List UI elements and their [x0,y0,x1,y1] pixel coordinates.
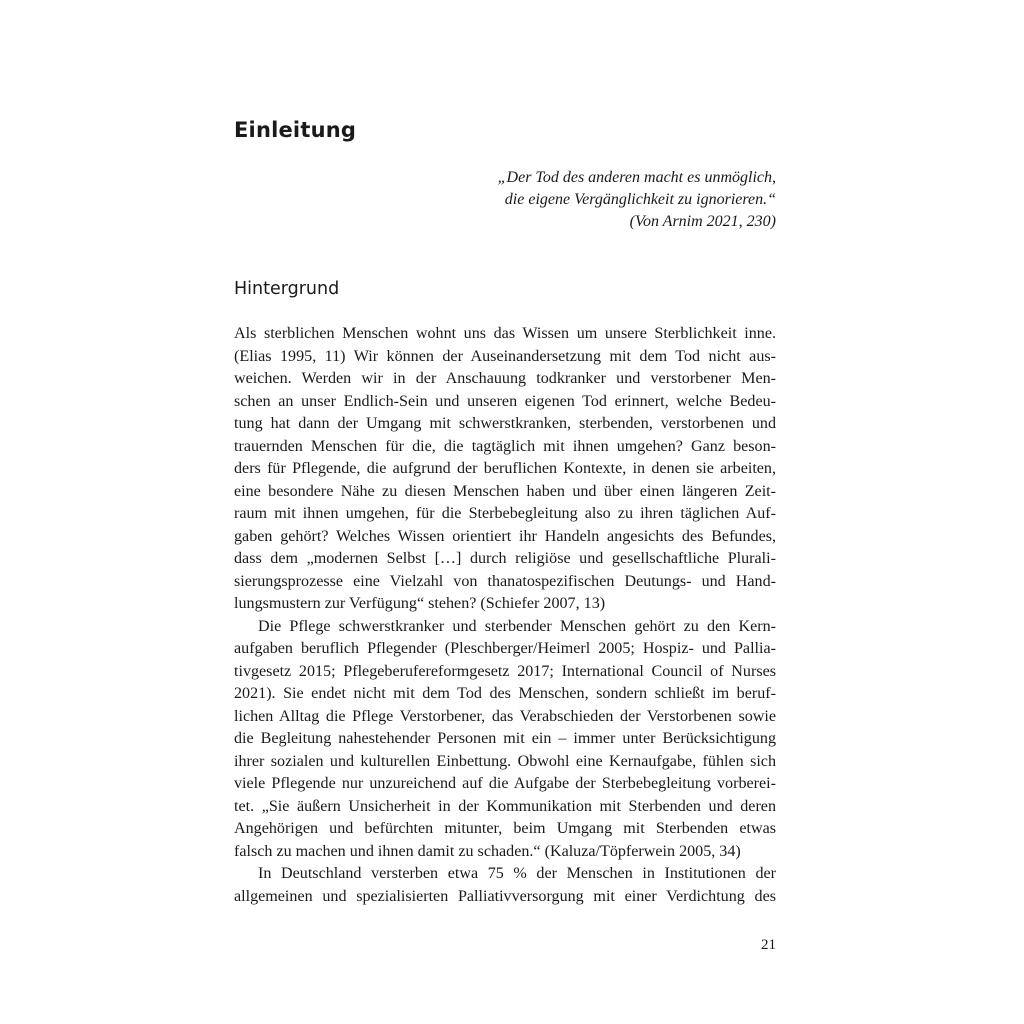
body-line: lichen Alltag die Pflege Verstorbener, das Verabschieden der Verstorbenen sowie [234,707,776,725]
epigraph-citation: (Von Arnim 2021, 230) [629,213,776,230]
body-line: Die Pflege schwerstkranker und sterbender Menschen gehört zu den Kern- [258,617,776,635]
body-line: weichen. Werden wir in der Anschauung todkranker und verstorbener Men- [234,370,776,387]
body-line: Angehörigen und befürchten mitunter, beim Umgang mit Sterbenden etwas [234,820,776,837]
body-line: aufgaben beruflich Pflegender (Pleschberger/Heimerl 2005; Hospiz- und Pallia- [234,640,776,657]
page-number: 21 [761,937,776,953]
body-text [234,323,776,908]
epigraph-line: „Der Tod des anderen macht es unmöglich, [497,169,776,186]
body-line: falsch zu machen und ihnen damit zu schaden.“ (Kaluza/Töpferwein 2005, 34) [234,842,741,860]
body-line: tung hat dann der Umgang mit schwerstkranken, sterbenden, verstorbenen und [234,415,776,432]
epigraph [420,167,776,233]
body-line: tivgesetz 2015; Pflegeberufereformgesetz 2017; International Council of Nurses [234,662,776,680]
body-line: tet. „Sie äußern Unsicherheit in der Kommunikation mit Sterbenden und deren [234,797,776,815]
epigraph-line: die eigene Vergänglichkeit zu ignorieren.“ [504,191,776,208]
section-title: Hintergrund [234,279,340,299]
body-line: ders für Pflegende, die aufgrund der beruflichen Kontexte, in denen sie arbeiten, [234,460,776,477]
body-line: lungsmustern zur Verfügung“ stehen? (Schiefer 2007, 13) [234,595,606,612]
body-line: viele Pflegende nur unzureichend auf die Aufgabe der Sterbebegleitung vorberei- [234,775,776,792]
body-line: allgemeinen und spezialisierten Palliativversorgung mit einer Verdichtung des [234,887,776,905]
body-line: ihrer sozialen und kulturellen Einbettung. Obwohl eine Kernaufgabe, fühlen sich [234,752,776,770]
body-line: dass dem „modernen Selbst […] durch religiöse und gesellschaftliche Plurali- [234,550,776,567]
body-line: In Deutschland versterben etwa 75 % der Menschen in Institutionen der [258,865,776,882]
body-line: sierungsprozesse eine Vielzahl von thanatospezifischen Deutungs- und Hand- [234,572,776,590]
chapter-title: Einleitung [234,118,357,142]
body-line: eine besondere Nähe zu diesen Menschen haben und über einen längeren Zeit- [234,482,776,500]
body-line: schen an unser Endlich-Sein und unseren eigenen Tod erinnert, welche Bedeu- [234,392,776,410]
body-line: Als sterblichen Menschen wohnt uns das Wissen um unsere Sterblichkeit inne. [234,325,776,342]
body-line: die Begleitung nahestehender Personen mit ein – immer unter Berücksichtigung [234,730,776,747]
body-line: raum mit ihnen umgehen, für die Sterbebegleitung also zu ihren täglichen Auf- [234,505,776,522]
body-line: gaben gehört? Welches Wissen orientiert ihr Handeln angesichts des Befundes, [234,527,776,545]
body-line: trauernden Menschen für die, die tagtäglich mit ihnen umgehen? Ganz beson- [234,437,776,455]
body-line: 2021). Sie endet nicht mit dem Tod des Menschen, sondern schließt im beruf- [234,685,776,702]
body-line: (Elias 1995, 11) Wir können der Auseinandersetzung mit dem Tod nicht aus- [234,347,776,365]
